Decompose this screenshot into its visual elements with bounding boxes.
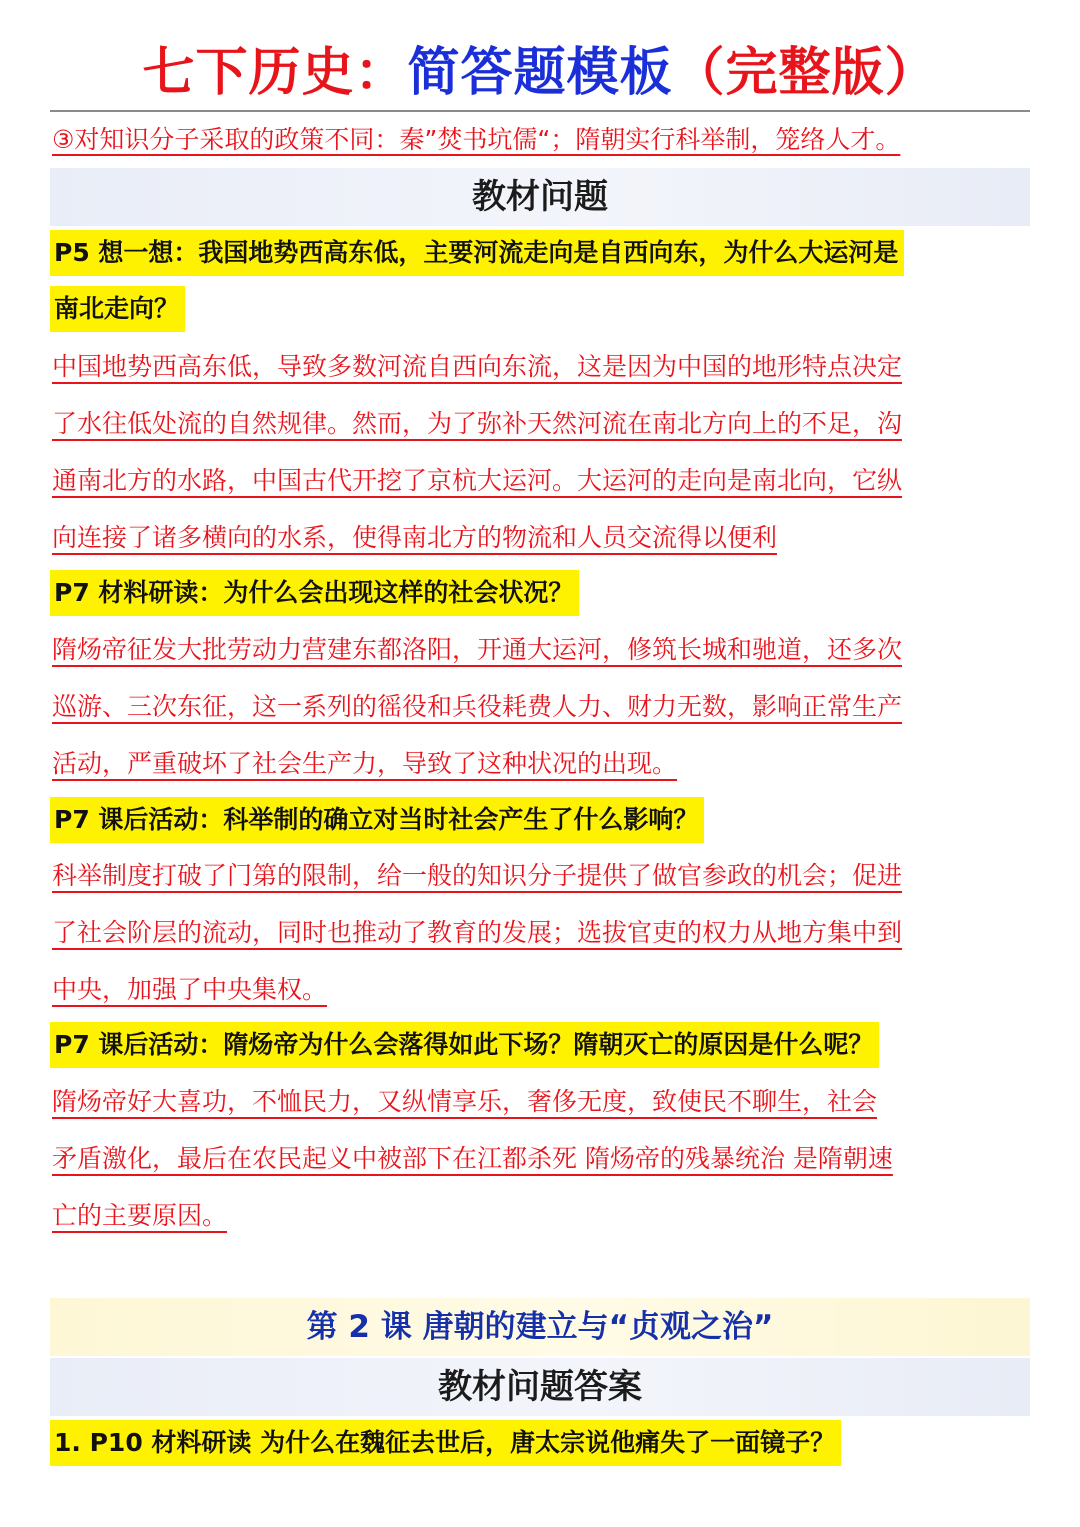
lesson-heading: 第 2 课 唐朝的建立与“贞观之治” [50,1298,1030,1356]
answer-line: 巡游、三次东征，这一系列的徭役和兵役耗费人力、财力无数，影响正常生产 [52,692,903,721]
section-heading-textbook-answers: 教材问题答案 [50,1358,1030,1416]
answer-line: 向连接了诸多横向的水系，使得南北方的物流和人员交流得以便利 [52,523,778,552]
answer-line: 中央，加强了中央集权。 [52,975,328,1004]
answer-line: 隋炀帝好大喜功，不恤民力，又纵情享乐，奢侈无度，致使民不聊生，社会 [52,1087,878,1116]
answer-line: 亡的主要原因。 [52,1201,228,1230]
answer-p7-material-reading [52,630,1032,801]
question-p7-activity-sui-fall: P7 课后活动：隋炀帝为什么会落得如此下场？隋朝灭亡的原因是什么呢？ [50,1022,879,1068]
answer-line: 了水往低处流的自然规律。然而，为了弥补天然河流在南北方向上的不足，沟 [52,409,903,438]
title-edition: （完整版） [672,43,938,103]
answer-line: 中国地势西高东低，导致多数河流自西向东流，这是因为中国的地形特点决定 [52,352,903,381]
answer-line: 矛盾激化，最后在农民起义中被部下在江都杀死 隋炀帝的残暴统治 是隋朝速 [52,1144,893,1173]
question-p7-activity-exam-system: P7 课后活动：科举制的确立对当时社会产生了什么影响？ [50,797,704,843]
question-p7-material-reading: P7 材料研读：为什么会出现这样的社会状况？ [50,570,579,616]
answer-p7-activity-sui-fall [52,1082,1032,1253]
title-divider [50,110,1030,112]
page-title [0,38,1080,108]
answer-p7-activity-exam-system [52,856,1032,1027]
answer-line: 了社会阶层的流动，同时也推动了教育的发展；选拔官吏的权力从地方集中到 [52,918,903,947]
answer-line: 科举制度打破了门第的限制，给一般的知识分子提供了做官参政的机会；促进 [52,861,903,890]
continued-answer-line: ③对知识分子采取的政策不同：秦”焚书坑儒“；隋朝实行科举制，笼络人才。 [52,125,901,154]
title-subject: 七下历史： [142,43,408,103]
question-p5-line-1: P5 想一想：我国地势西高东低，主要河流走向是自西向东，为什么大运河是 [50,230,904,276]
answer-line: 活动，严重破坏了社会生产力，导致了这种状况的出现。 [52,749,678,778]
answer-line: 通南北方的水路，中国古代开挖了京杭大运河。大运河的走向是南北向，它纵 [52,466,903,495]
section-heading-textbook-questions: 教材问题 [50,168,1030,226]
question-p5-line-2: 南北走向？ [50,286,185,332]
question-p10-material-reading: 1. P10 材料研读 为什么在魏征去世后，唐太宗说他痛失了一面镜子？ [50,1420,841,1466]
answer-line: 隋炀帝征发大批劳动力营建东都洛阳，开通大运河，修筑长城和驰道，还多次 [52,635,903,664]
answer-p5 [52,347,1032,575]
title-topic: 简答题模板 [407,43,673,103]
